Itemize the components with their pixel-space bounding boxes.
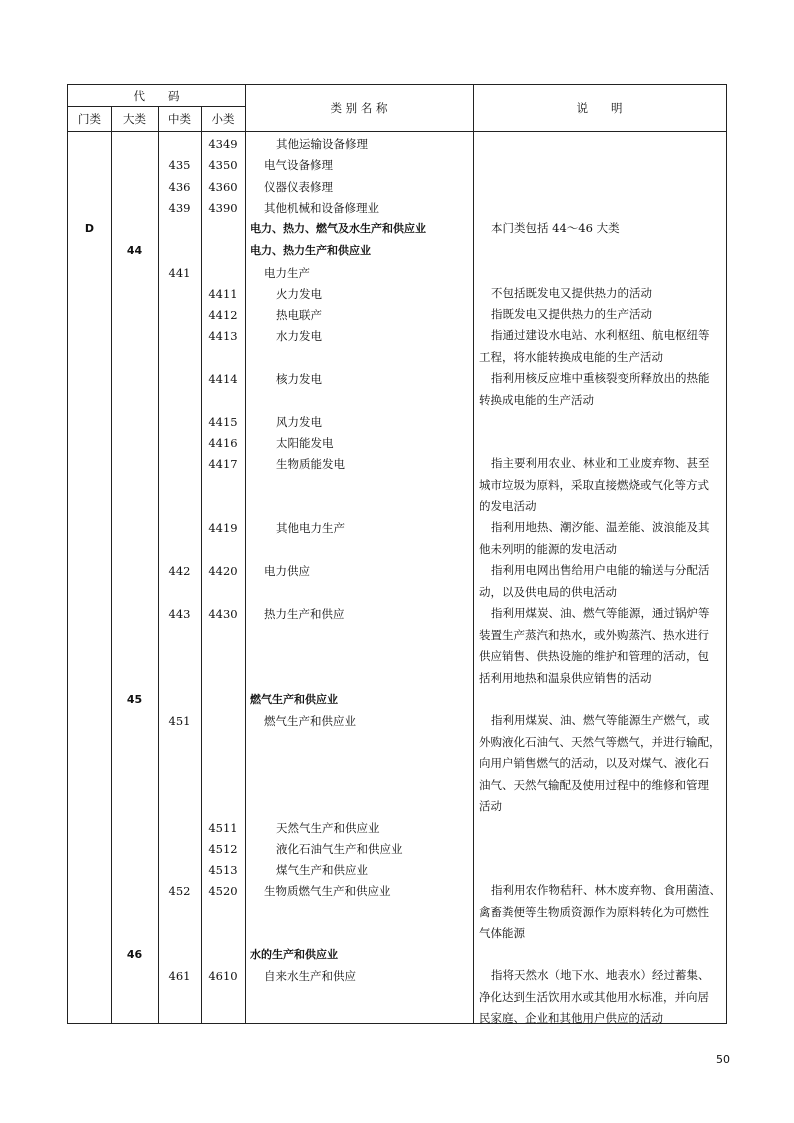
code-zhong: 452 — [168, 884, 191, 898]
header-desc: 说 明 — [576, 101, 623, 115]
code-men: D — [84, 222, 95, 235]
category-name: 天然气生产和供应业 — [276, 821, 380, 835]
code-xiao: 4360 — [208, 180, 238, 194]
description — [479, 880, 725, 945]
header-divider — [68, 106, 245, 107]
description-line: 民家庭、企业和其他用户供应的活动 — [479, 1011, 663, 1025]
page-number: 50 — [716, 1053, 730, 1066]
category-name: 热力生产和供应 — [264, 607, 345, 621]
category-name: 自来水生产和供应 — [264, 969, 356, 983]
code-zhong: 442 — [168, 564, 191, 578]
header-name: 类 别 名 称 — [330, 101, 388, 115]
description-line: 禽畜粪便等生物质资源作为原料转化为可燃性 — [479, 904, 709, 919]
description-line: 动，以及供电局的供电活动 — [479, 584, 617, 599]
description-line: 指利用煤炭、油、燃气等能源，通过锅炉等 — [491, 606, 710, 620]
description-line: 供应销售、供热设施的维护和管理的活动，包 — [479, 649, 709, 663]
code-xiao: 4411 — [208, 287, 238, 301]
code-zhong: 435 — [168, 158, 191, 172]
category-name: 电力生产 — [264, 266, 310, 280]
header-zhong: 中类 — [168, 112, 191, 126]
code-zhong: 441 — [168, 266, 191, 280]
category-name: 风力发电 — [276, 415, 322, 429]
description-line: 油气、天然气输配及使用过程中的维修和管理 — [479, 777, 709, 792]
code-xiao: 4511 — [208, 821, 238, 835]
description — [479, 965, 725, 1030]
description — [479, 218, 725, 240]
description-line: 指利用煤炭、油、燃气等能源生产燃气，或 — [491, 713, 710, 727]
code-xiao: 4349 — [208, 137, 238, 151]
category-name: 电气设备修理 — [264, 158, 333, 172]
code-zhong: 461 — [168, 969, 191, 983]
code-xiao: 4417 — [208, 457, 238, 471]
category-name: 其他电力生产 — [276, 521, 345, 535]
code-xiao: 4419 — [208, 521, 238, 535]
description-line: 他未列明的能源的发电活动 — [479, 541, 617, 556]
code-da: 44 — [126, 244, 143, 257]
code-xiao: 4416 — [208, 436, 238, 450]
code-xiao: 4513 — [208, 863, 238, 877]
category-name: 电力供应 — [264, 564, 310, 578]
code-zhong: 451 — [168, 714, 191, 728]
category-name: 热电联产 — [276, 308, 322, 322]
header-code: 代 码 — [133, 89, 180, 103]
code-xiao: 4390 — [208, 201, 238, 215]
description-line: 本门类包括 44～46 大类 — [491, 221, 620, 235]
description-line: 装置生产蒸汽和热水，或外购蒸汽、热水进行 — [479, 627, 709, 642]
description-line: 指利用核反应堆中重核裂变所释放出的热能 — [491, 371, 710, 385]
description — [479, 283, 725, 305]
category-name: 电力、热力生产和供应业 — [250, 244, 371, 257]
category-name: 电力、热力、燃气及水生产和供应业 — [250, 222, 426, 235]
description-line: 的发电活动 — [479, 499, 537, 513]
category-name: 水的生产和供应业 — [250, 948, 338, 961]
code-xiao: 4430 — [208, 607, 238, 621]
code-zhong: 443 — [168, 607, 191, 621]
header-xiao: 小类 — [211, 112, 235, 126]
code-xiao: 4610 — [208, 969, 238, 983]
description-line: 活动 — [479, 799, 502, 813]
header-bottom-line — [68, 131, 726, 132]
code-xiao: 4420 — [208, 564, 238, 578]
category-name: 生物质燃气生产和供应业 — [264, 884, 391, 898]
description-line: 城市垃圾为原料，采取直接燃烧或气化等方式 — [479, 477, 709, 492]
col-divider — [245, 85, 246, 1023]
category-name: 燃气生产和供应业 — [250, 693, 338, 706]
classification-table — [67, 84, 727, 1024]
category-name: 水力发电 — [276, 329, 322, 343]
description-line: 净化达到生活饮用水或其他用水标准，并向居 — [479, 989, 709, 1004]
code-xiao: 4414 — [208, 372, 238, 386]
description-line: 向用户销售燃气的活动，以及对煤气、液化石 — [479, 756, 709, 770]
description — [479, 603, 725, 689]
description — [479, 453, 725, 518]
description-line: 转换成电能的生产活动 — [479, 392, 594, 407]
description-line: 指将天然水（地下水、地表水）经过蓄集、 — [491, 968, 710, 982]
description — [479, 325, 725, 368]
description — [479, 517, 725, 560]
category-name: 仪器仪表修理 — [264, 180, 333, 194]
description — [479, 710, 725, 818]
category-name: 其他运输设备修理 — [276, 137, 368, 151]
code-zhong: 436 — [168, 180, 191, 194]
code-xiao: 4350 — [208, 158, 238, 172]
description-line: 外购液化石油气、天然气等燃气，并进行输配， — [479, 734, 721, 749]
description-line: 不包括既发电又提供热力的活动 — [491, 286, 652, 300]
description-line: 指通过建设水电站、水利枢纽、航电枢纽等 — [491, 328, 710, 342]
code-xiao: 4413 — [208, 329, 238, 343]
header-men: 门类 — [78, 112, 101, 126]
category-name: 燃气生产和供应业 — [264, 714, 356, 728]
code-xiao: 4412 — [208, 308, 238, 322]
category-name: 煤气生产和供应业 — [276, 863, 368, 877]
col-divider — [473, 85, 474, 1023]
description-line: 指既发电又提供热力的生产活动 — [491, 307, 652, 321]
header-da: 大类 — [123, 112, 146, 126]
code-xiao: 4520 — [208, 884, 238, 898]
description-line: 指主要利用农业、林业和工业废弃物、甚至 — [491, 456, 710, 470]
code-xiao: 4415 — [208, 415, 238, 429]
code-xiao: 4512 — [208, 842, 238, 856]
description — [479, 304, 725, 326]
category-name: 火力发电 — [276, 287, 322, 301]
description-line: 指利用农作物秸秆、林木废弃物、食用菌渣、 — [491, 883, 721, 897]
description — [479, 368, 725, 411]
category-name: 核力发电 — [276, 372, 322, 386]
code-zhong: 439 — [168, 201, 191, 215]
description-line: 指利用地热、潮汐能、温差能、波浪能及其 — [491, 520, 710, 534]
category-name: 液化石油气生产和供应业 — [276, 842, 403, 856]
description-line: 指利用电网出售给用户电能的输送与分配活 — [491, 563, 710, 577]
description-line: 工程，将水能转换成电能的生产活动 — [479, 349, 663, 364]
code-da: 46 — [126, 948, 143, 961]
category-name: 生物质能发电 — [276, 457, 345, 471]
code-da: 45 — [126, 693, 143, 706]
category-name: 其他机械和设备修理业 — [264, 201, 379, 215]
description-line: 气体能源 — [479, 926, 525, 940]
description — [479, 560, 725, 603]
category-name: 太阳能发电 — [276, 436, 334, 450]
description-line: 括利用地热和温泉供应销售的活动 — [479, 670, 652, 685]
